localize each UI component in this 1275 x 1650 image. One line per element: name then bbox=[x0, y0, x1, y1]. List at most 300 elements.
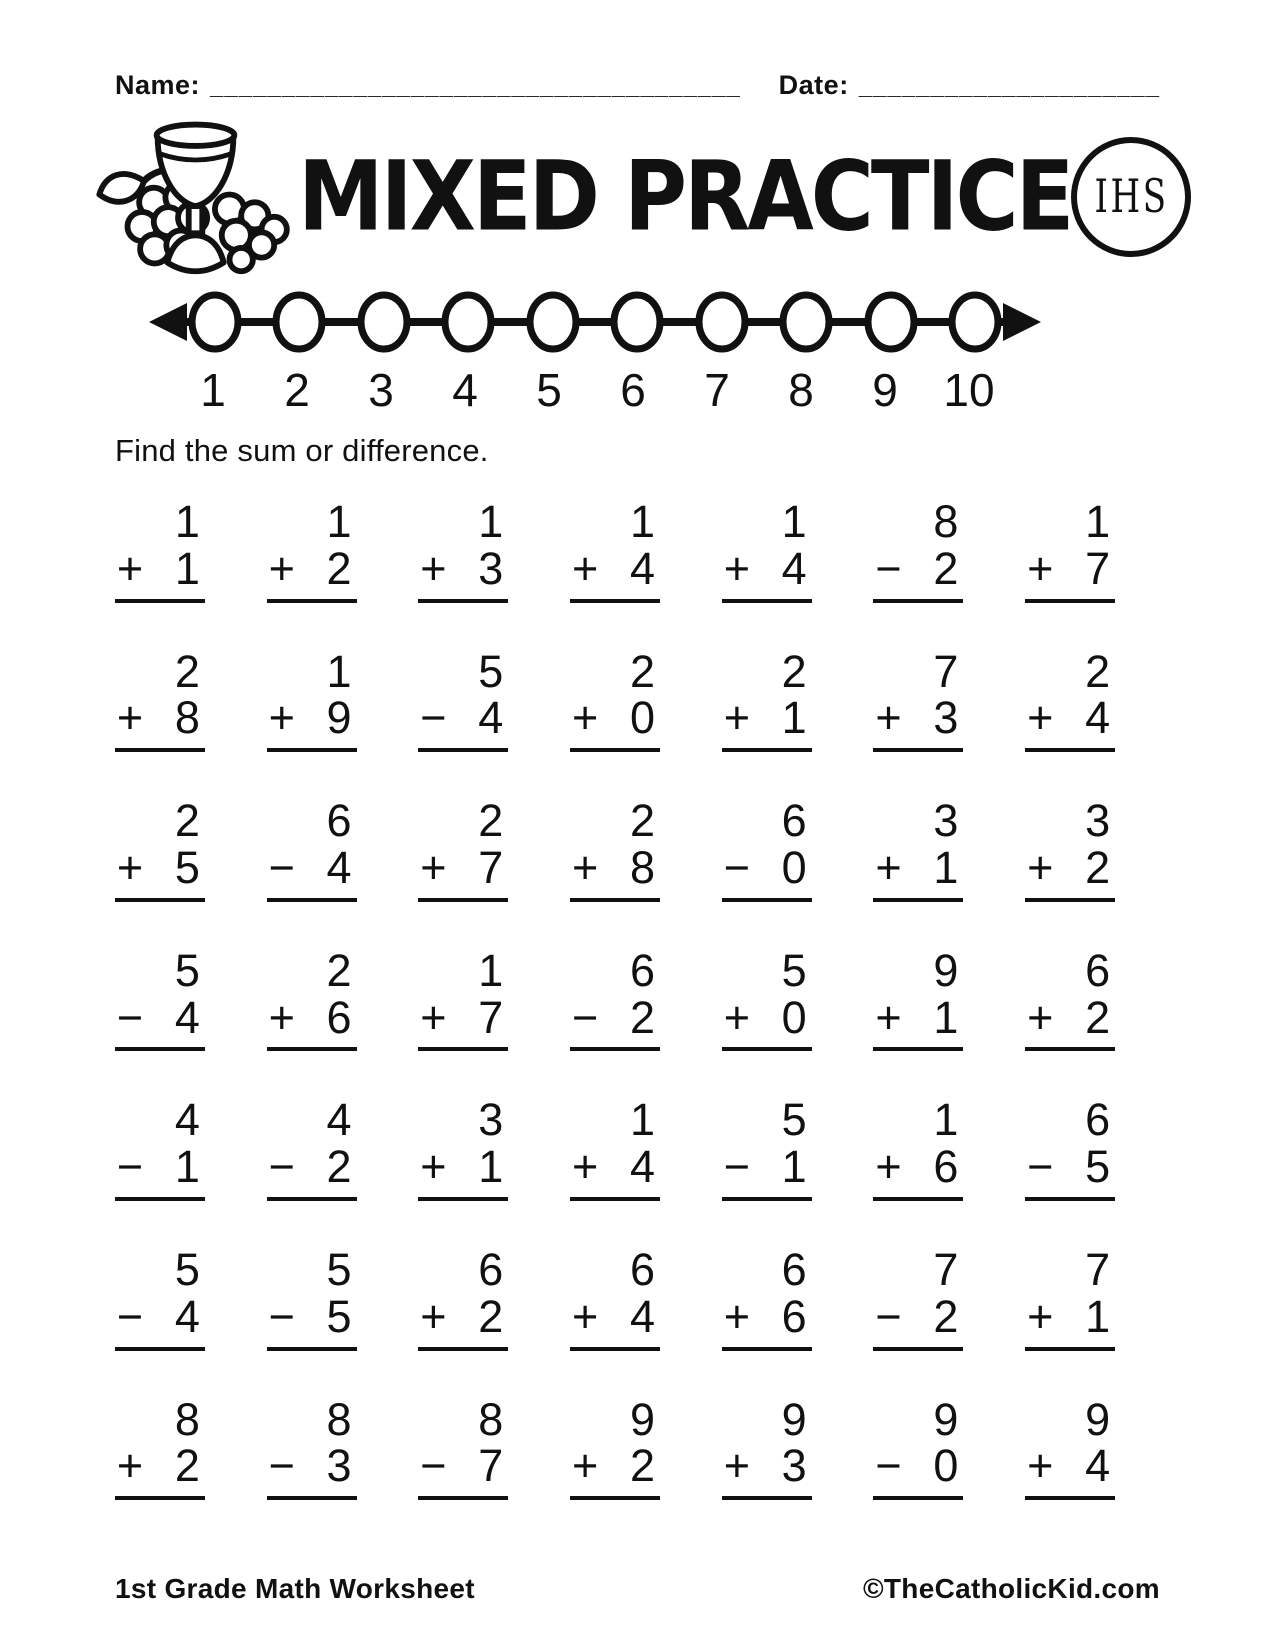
answer-blank[interactable] bbox=[115, 603, 205, 627]
problem-top-operand: 8 bbox=[933, 496, 959, 547]
problem-operator: + bbox=[571, 1141, 599, 1193]
problem-bottom-row bbox=[267, 841, 357, 902]
problem-bottom-operand: 7 bbox=[478, 1440, 504, 1492]
problem-top-operand: 5 bbox=[781, 1094, 807, 1146]
number-line-labels bbox=[145, 363, 1045, 417]
problem-bottom-row bbox=[570, 1440, 660, 1500]
problem-cell bbox=[236, 944, 388, 1076]
answer-blank[interactable] bbox=[570, 752, 660, 776]
problem-bottom-row bbox=[418, 1290, 508, 1351]
problem-bottom-row bbox=[873, 991, 963, 1052]
answer-blank[interactable] bbox=[115, 1051, 205, 1075]
problem-operator: + bbox=[571, 1290, 599, 1342]
problem-cell bbox=[84, 795, 236, 926]
problem-bottom-operand: 1 bbox=[174, 542, 200, 594]
problem-top-operand: 1 bbox=[781, 496, 807, 547]
problem-cell bbox=[236, 1094, 388, 1225]
problem-bottom-operand: 3 bbox=[326, 1440, 352, 1492]
answer-blank[interactable] bbox=[1025, 902, 1115, 926]
problem-bottom-row bbox=[570, 991, 660, 1052]
problem-bottom-operand: 6 bbox=[781, 1290, 807, 1342]
problem-top-operand: 2 bbox=[781, 645, 807, 697]
problem-operator: + bbox=[1027, 692, 1054, 744]
problem-bottom-operand: 0 bbox=[781, 841, 807, 893]
problem-operator: + bbox=[116, 542, 144, 594]
problem-operator: + bbox=[1027, 542, 1054, 594]
problem-cell bbox=[843, 795, 995, 926]
problem-top-operand: 1 bbox=[478, 944, 504, 996]
answer-blank[interactable] bbox=[115, 1351, 205, 1375]
problem-bottom-row bbox=[115, 841, 205, 902]
name-blank-line[interactable]: _____________________________________ bbox=[210, 73, 741, 100]
problem-bottom-operand: 0 bbox=[933, 1440, 959, 1492]
number-line-label: 6 bbox=[620, 364, 646, 416]
answer-blank[interactable] bbox=[115, 1201, 205, 1225]
problem-bottom-operand: 5 bbox=[174, 841, 200, 893]
problem-cell bbox=[539, 944, 691, 1076]
problem-bottom-row bbox=[570, 692, 660, 752]
number-line-label: 3 bbox=[368, 364, 394, 416]
problem-bottom-operand: 1 bbox=[781, 1141, 807, 1193]
problem-cell bbox=[539, 1393, 691, 1525]
problem-bottom-operand: 7 bbox=[1085, 542, 1111, 594]
problem-operator: + bbox=[875, 991, 902, 1043]
problem-top-operand: 4 bbox=[326, 1094, 352, 1146]
answer-blank[interactable] bbox=[1025, 1051, 1115, 1075]
problem-top-operand: 7 bbox=[933, 1243, 959, 1295]
problem-bottom-row bbox=[722, 692, 812, 752]
answer-blank[interactable] bbox=[267, 1201, 357, 1225]
problem-cell bbox=[84, 1243, 236, 1375]
problem-operator: − bbox=[1027, 1141, 1054, 1193]
problem-bottom-operand: 3 bbox=[933, 692, 959, 744]
problem-bottom-row bbox=[873, 1141, 963, 1201]
problem-top-operand: 5 bbox=[326, 1243, 352, 1295]
problem-bottom-row bbox=[267, 991, 357, 1052]
number-line-label: 4 bbox=[452, 364, 478, 416]
problem-bottom-row bbox=[722, 1141, 812, 1201]
problem-top-operand: 6 bbox=[478, 1243, 504, 1295]
problem-cell bbox=[236, 645, 388, 777]
problem-cell bbox=[691, 944, 843, 1076]
problem-operator: + bbox=[875, 692, 902, 744]
problem-bottom-row bbox=[267, 1440, 357, 1500]
problem-top-operand: 1 bbox=[326, 496, 352, 547]
problem-bottom-operand: 2 bbox=[326, 542, 352, 594]
answer-blank[interactable] bbox=[267, 752, 357, 776]
problem-cell bbox=[84, 645, 236, 777]
problem-top-operand: 3 bbox=[933, 795, 959, 847]
problem-cell bbox=[691, 1243, 843, 1375]
problem-operator: − bbox=[875, 1290, 902, 1342]
problem-bottom-operand: 4 bbox=[174, 991, 200, 1043]
problem-top-operand: 6 bbox=[326, 795, 352, 847]
answer-blank[interactable] bbox=[722, 752, 812, 776]
problem-top-operand: 9 bbox=[933, 944, 959, 996]
problem-top-operand: 9 bbox=[629, 1393, 655, 1445]
problem-top-operand: 7 bbox=[1085, 1243, 1111, 1295]
problem-operator: − bbox=[420, 1440, 447, 1492]
answer-blank[interactable] bbox=[418, 752, 508, 776]
problem-cell bbox=[387, 645, 539, 777]
problem-bottom-operand: 4 bbox=[781, 542, 807, 594]
answer-blank[interactable] bbox=[267, 1351, 357, 1375]
problem-top-operand: 2 bbox=[326, 944, 352, 996]
answer-blank[interactable] bbox=[418, 902, 508, 926]
problem-bottom-row bbox=[722, 1440, 812, 1500]
answer-blank[interactable] bbox=[570, 1201, 660, 1225]
problem-operator: + bbox=[875, 841, 902, 893]
problem-operator: + bbox=[723, 1290, 750, 1342]
problem-cell bbox=[691, 645, 843, 777]
problem-operator: + bbox=[1027, 841, 1054, 893]
problem-top-operand: 5 bbox=[478, 645, 504, 697]
problem-cell bbox=[387, 944, 539, 1076]
problem-top-operand: 1 bbox=[1085, 496, 1111, 547]
problem-operator: − bbox=[420, 692, 447, 744]
problem-bottom-row bbox=[1025, 1141, 1115, 1201]
problem-cell bbox=[387, 1094, 539, 1225]
answer-blank[interactable] bbox=[1025, 752, 1115, 776]
name-field bbox=[115, 70, 741, 101]
answer-blank[interactable] bbox=[1025, 1351, 1115, 1375]
problem-bottom-row bbox=[873, 1290, 963, 1351]
problem-bottom-row bbox=[115, 991, 205, 1052]
answer-blank[interactable] bbox=[570, 1500, 660, 1524]
problem-operator: + bbox=[723, 692, 750, 744]
date-field bbox=[779, 70, 1160, 101]
problem-top-operand: 5 bbox=[174, 944, 200, 996]
answer-blank[interactable] bbox=[722, 902, 812, 926]
problem-bottom-row bbox=[570, 841, 660, 902]
problem-cell bbox=[84, 496, 236, 627]
problem-cell bbox=[994, 645, 1146, 777]
problem-bottom-operand: 4 bbox=[629, 542, 655, 594]
problem-cell bbox=[843, 1243, 995, 1375]
problem-top-operand: 3 bbox=[478, 1094, 504, 1146]
problem-cell bbox=[691, 1393, 843, 1525]
problem-bottom-operand: 1 bbox=[174, 1141, 200, 1193]
problem-bottom-operand: 7 bbox=[478, 991, 504, 1043]
problem-top-operand: 1 bbox=[629, 1094, 655, 1146]
problem-top-operand: 1 bbox=[629, 496, 655, 547]
problem-operator: − bbox=[875, 542, 902, 594]
problem-bottom-row bbox=[115, 1141, 205, 1201]
number-line-label: 5 bbox=[536, 364, 562, 416]
problem-operator: − bbox=[723, 1141, 750, 1193]
problem-bottom-operand: 4 bbox=[174, 1290, 200, 1342]
problem-bottom-operand: 4 bbox=[478, 692, 504, 744]
problem-top-operand: 9 bbox=[1085, 1393, 1111, 1445]
problem-bottom-operand: 6 bbox=[326, 991, 352, 1043]
number-line bbox=[145, 290, 1045, 417]
problem-bottom-row bbox=[418, 1440, 508, 1500]
answer-blank[interactable] bbox=[267, 603, 357, 627]
worksheet-title: MIXED PRACTICE bbox=[298, 140, 1072, 253]
problem-bottom-operand: 5 bbox=[1085, 1141, 1111, 1193]
problem-bottom-operand: 1 bbox=[781, 692, 807, 744]
problem-operator: + bbox=[723, 1440, 750, 1492]
problem-cell bbox=[387, 1243, 539, 1375]
answer-blank[interactable] bbox=[418, 1051, 508, 1075]
problem-bottom-row bbox=[1025, 1290, 1115, 1351]
answer-blank[interactable] bbox=[1025, 1500, 1115, 1524]
answer-blank[interactable] bbox=[873, 603, 963, 627]
problem-operator: + bbox=[571, 542, 599, 594]
answer-blank[interactable] bbox=[873, 752, 963, 776]
problem-bottom-row bbox=[570, 1141, 660, 1201]
problem-operator: + bbox=[571, 692, 599, 744]
problem-operator: + bbox=[723, 991, 750, 1043]
problem-bottom-operand: 1 bbox=[933, 991, 959, 1043]
problem-bottom-row bbox=[722, 542, 812, 603]
problem-operator: − bbox=[116, 991, 144, 1043]
number-line-label: 9 bbox=[872, 364, 898, 416]
problem-bottom-row bbox=[267, 1141, 357, 1201]
problem-top-operand: 6 bbox=[629, 1243, 655, 1295]
number-line-label: 7 bbox=[704, 364, 730, 416]
answer-blank[interactable] bbox=[873, 1051, 963, 1075]
problem-cell bbox=[994, 496, 1146, 627]
footer bbox=[115, 1573, 1160, 1605]
problem-bottom-operand: 2 bbox=[1085, 991, 1111, 1043]
problem-top-operand: 6 bbox=[1085, 1094, 1111, 1146]
problem-cell bbox=[843, 645, 995, 777]
problem-operator: + bbox=[723, 542, 750, 594]
answer-blank[interactable] bbox=[722, 1051, 812, 1075]
chalice-with-grapes-icon bbox=[93, 109, 298, 284]
problem-cell bbox=[994, 1094, 1146, 1225]
problem-top-operand: 2 bbox=[629, 645, 655, 697]
problem-operator: − bbox=[268, 841, 295, 893]
problem-bottom-operand: 5 bbox=[326, 1290, 352, 1342]
problem-bottom-operand: 1 bbox=[933, 841, 959, 893]
problem-operator: − bbox=[875, 1440, 902, 1492]
problem-top-operand: 2 bbox=[629, 795, 655, 847]
problem-bottom-row bbox=[722, 841, 812, 902]
problem-cell bbox=[84, 944, 236, 1076]
problem-bottom-row bbox=[418, 542, 508, 603]
problem-cell bbox=[994, 944, 1146, 1076]
problem-top-operand: 5 bbox=[174, 1243, 200, 1295]
problem-top-operand: 2 bbox=[478, 795, 504, 847]
problem-bottom-operand: 0 bbox=[781, 991, 807, 1043]
problem-top-operand: 9 bbox=[781, 1393, 807, 1445]
answer-blank[interactable] bbox=[570, 1051, 660, 1075]
problem-bottom-row bbox=[1025, 991, 1115, 1052]
problem-cell bbox=[843, 944, 995, 1076]
problem-top-operand: 6 bbox=[781, 795, 807, 847]
problem-bottom-operand: 2 bbox=[478, 1290, 504, 1342]
instruction-text: Find the sum or difference. bbox=[115, 433, 489, 468]
problem-bottom-row bbox=[418, 991, 508, 1052]
problem-cell bbox=[236, 795, 388, 926]
problem-top-operand: 8 bbox=[326, 1393, 352, 1445]
problem-operator: + bbox=[420, 991, 447, 1043]
answer-blank[interactable] bbox=[115, 1500, 205, 1524]
problem-operator: + bbox=[1027, 991, 1054, 1043]
answer-blank[interactable] bbox=[570, 603, 660, 627]
answer-blank[interactable] bbox=[418, 603, 508, 627]
problem-bottom-row bbox=[115, 1290, 205, 1351]
problem-operator: − bbox=[723, 841, 750, 893]
problem-operator: + bbox=[875, 1141, 902, 1193]
problem-cell bbox=[843, 496, 995, 627]
problem-bottom-row bbox=[722, 1290, 812, 1351]
problem-top-operand: 6 bbox=[629, 944, 655, 996]
title-row bbox=[115, 109, 1169, 284]
number-line-label: 10 bbox=[943, 364, 995, 416]
problem-top-operand: 1 bbox=[174, 496, 200, 547]
problem-bottom-operand: 4 bbox=[1085, 692, 1111, 744]
answer-blank[interactable] bbox=[115, 902, 205, 926]
ihs-host-icon bbox=[1071, 137, 1191, 257]
problem-bottom-operand: 2 bbox=[933, 542, 959, 594]
problem-bottom-row bbox=[267, 1290, 357, 1351]
problem-cell bbox=[994, 795, 1146, 926]
problems-grid bbox=[84, 496, 1146, 1524]
problem-cell bbox=[236, 496, 388, 627]
problem-operator: − bbox=[571, 991, 599, 1043]
problem-top-operand: 8 bbox=[174, 1393, 200, 1445]
problem-operator: − bbox=[268, 1141, 295, 1193]
problem-bottom-operand: 2 bbox=[174, 1440, 200, 1492]
problem-cell bbox=[539, 795, 691, 926]
problem-bottom-row bbox=[115, 542, 205, 603]
problem-top-operand: 6 bbox=[781, 1243, 807, 1295]
problem-cell bbox=[539, 645, 691, 777]
problem-bottom-row bbox=[1025, 692, 1115, 752]
answer-blank[interactable] bbox=[1025, 1201, 1115, 1225]
answer-blank[interactable] bbox=[1025, 603, 1115, 627]
problem-operator: + bbox=[1027, 1440, 1054, 1492]
answer-blank[interactable] bbox=[873, 902, 963, 926]
problem-cell bbox=[843, 1094, 995, 1225]
problem-bottom-row bbox=[873, 692, 963, 752]
problem-cell bbox=[387, 795, 539, 926]
problem-bottom-operand: 4 bbox=[629, 1141, 655, 1193]
problem-bottom-row bbox=[418, 692, 508, 752]
answer-blank[interactable] bbox=[570, 1351, 660, 1375]
problem-top-operand: 7 bbox=[933, 645, 959, 697]
problem-top-operand: 1 bbox=[933, 1094, 959, 1146]
problem-bottom-operand: 9 bbox=[326, 692, 352, 744]
answer-blank[interactable] bbox=[267, 1500, 357, 1524]
answer-blank[interactable] bbox=[418, 1351, 508, 1375]
problem-bottom-row bbox=[1025, 1440, 1115, 1500]
problem-top-operand: 2 bbox=[1085, 645, 1111, 697]
problem-bottom-operand: 4 bbox=[1085, 1440, 1111, 1492]
problem-top-operand: 3 bbox=[1085, 795, 1111, 847]
problem-operator: + bbox=[420, 542, 447, 594]
problem-operator: − bbox=[116, 1141, 144, 1193]
problem-bottom-operand: 4 bbox=[629, 1290, 655, 1342]
answer-blank[interactable] bbox=[722, 1201, 812, 1225]
number-line-label: 8 bbox=[788, 364, 814, 416]
problem-operator: + bbox=[116, 841, 144, 893]
problem-operator: + bbox=[268, 542, 295, 594]
problem-bottom-operand: 8 bbox=[174, 692, 200, 744]
ihs-text: IHS bbox=[1094, 170, 1169, 223]
problem-bottom-operand: 2 bbox=[629, 991, 655, 1043]
problem-bottom-operand: 1 bbox=[1085, 1290, 1111, 1342]
problem-bottom-row bbox=[722, 991, 812, 1052]
answer-blank[interactable] bbox=[418, 1201, 508, 1225]
problem-operator: + bbox=[1027, 1290, 1054, 1342]
number-line-label: 2 bbox=[284, 364, 310, 416]
problem-cell bbox=[539, 1243, 691, 1375]
problem-bottom-row bbox=[418, 841, 508, 902]
problem-top-operand: 5 bbox=[781, 944, 807, 996]
answer-blank[interactable] bbox=[722, 1351, 812, 1375]
problem-bottom-operand: 3 bbox=[781, 1440, 807, 1492]
problem-operator: + bbox=[268, 991, 295, 1043]
problem-bottom-row bbox=[873, 841, 963, 902]
problem-operator: + bbox=[420, 1290, 447, 1342]
problem-operator: + bbox=[420, 1141, 447, 1193]
problem-cell bbox=[691, 795, 843, 926]
answer-blank[interactable] bbox=[722, 1500, 812, 1524]
problem-top-operand: 6 bbox=[1085, 944, 1111, 996]
problem-cell bbox=[994, 1393, 1146, 1525]
problem-cell bbox=[387, 1393, 539, 1525]
problem-operator: + bbox=[268, 692, 295, 744]
problem-operator: + bbox=[571, 841, 599, 893]
answer-blank[interactable] bbox=[418, 1500, 508, 1524]
answer-blank[interactable] bbox=[873, 1201, 963, 1225]
number-line-graphic bbox=[145, 290, 1045, 354]
number-line-label: 1 bbox=[200, 364, 226, 416]
problem-bottom-row bbox=[418, 1141, 508, 1201]
answer-blank[interactable] bbox=[873, 1500, 963, 1524]
date-blank-line[interactable]: _____________________ bbox=[858, 73, 1160, 100]
answer-blank[interactable] bbox=[267, 1051, 357, 1075]
problem-operator: + bbox=[116, 692, 144, 744]
problem-top-operand: 1 bbox=[326, 645, 352, 697]
answer-blank[interactable] bbox=[722, 603, 812, 627]
problem-bottom-row bbox=[1025, 841, 1115, 902]
problem-top-operand: 4 bbox=[174, 1094, 200, 1146]
problem-bottom-operand: 2 bbox=[933, 1290, 959, 1342]
problem-top-operand: 8 bbox=[478, 1393, 504, 1445]
problem-bottom-operand: 7 bbox=[478, 841, 504, 893]
footer-left-text: 1st Grade Math Worksheet bbox=[115, 1573, 475, 1604]
answer-blank[interactable] bbox=[873, 1351, 963, 1375]
problem-bottom-operand: 2 bbox=[629, 1440, 655, 1492]
problem-bottom-operand: 2 bbox=[326, 1141, 352, 1193]
problem-bottom-row bbox=[115, 692, 205, 752]
problem-bottom-row bbox=[267, 542, 357, 603]
problem-top-operand: 2 bbox=[174, 645, 200, 697]
problem-cell bbox=[691, 1094, 843, 1225]
problem-bottom-row bbox=[1025, 542, 1115, 603]
problem-bottom-row bbox=[267, 692, 357, 752]
problem-bottom-row bbox=[570, 542, 660, 603]
answer-blank[interactable] bbox=[267, 902, 357, 926]
problem-cell bbox=[843, 1393, 995, 1525]
answer-blank[interactable] bbox=[570, 902, 660, 926]
answer-blank[interactable] bbox=[115, 752, 205, 776]
problem-cell bbox=[236, 1243, 388, 1375]
problem-bottom-operand: 0 bbox=[629, 692, 655, 744]
problem-bottom-operand: 6 bbox=[933, 1141, 959, 1193]
problem-bottom-row bbox=[115, 1440, 205, 1500]
problem-operator: + bbox=[571, 1440, 599, 1492]
problem-cell bbox=[691, 496, 843, 627]
problem-top-operand: 2 bbox=[174, 795, 200, 847]
problem-bottom-row bbox=[873, 1440, 963, 1500]
date-label: Date: bbox=[778, 70, 849, 100]
